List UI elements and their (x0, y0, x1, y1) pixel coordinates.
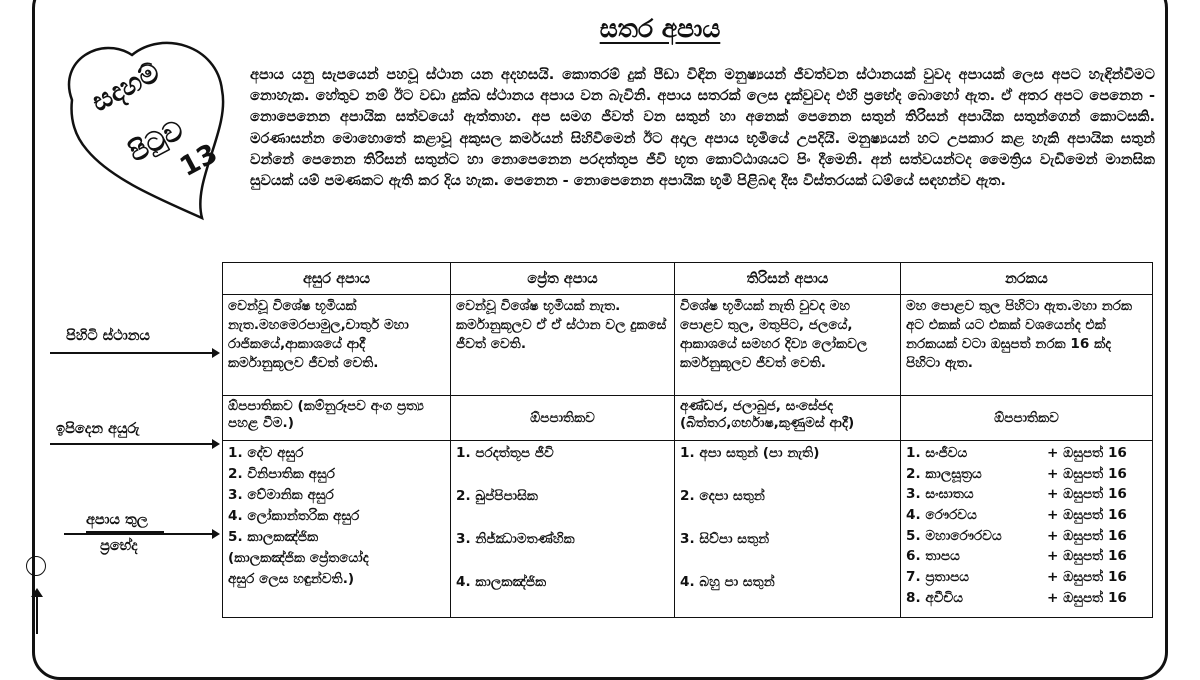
list-item (906, 546, 1147, 567)
side-label-birth: ඉපිදෙන අයුරු (56, 421, 140, 437)
header-hell: නරකය (901, 263, 1153, 295)
cell-location-hell: මහ පොළව තුල පිහිටා ඇත.මහා නරක අට එකක් යට එකක් වශයෙන්ද එක් නරකයක් වටා ඔසුපත් නරක 16 ක්ද පිහිටා ඇත. (901, 295, 1153, 396)
hell-name: 5. මහාරෞරවය (906, 527, 1002, 544)
asura-type-list (228, 443, 445, 590)
hell-extra: + ඔසුපත් 16 (1047, 569, 1127, 586)
list-item: 1. අපා සතුන් (පා නැති) (680, 445, 820, 461)
hell-extra: + ඔසුපත් 16 (1047, 548, 1127, 565)
list-item: 4. කාලකඤ්ජික (456, 574, 547, 590)
hell-name: 1. සංජීවය (906, 445, 968, 461)
list-item (906, 567, 1147, 588)
side-label-types-2: ප්‍රභේද (100, 538, 138, 554)
hell-extra: + ඔසුපත් 16 (1047, 465, 1127, 482)
hell-extra: + ඔසුපත් 16 (1047, 445, 1127, 461)
arrow-right-icon (50, 352, 218, 354)
list-item (906, 443, 1147, 464)
list-item: 2. දෙපා සතුන් (680, 488, 765, 504)
badge-line-1: සදහම් (86, 56, 165, 119)
cell-types-animal (675, 441, 901, 618)
list-item (906, 464, 1147, 485)
cell-location-preta: වෙන්වූ විශේෂ භූමියක් නැත. කර්මානුකූලව ඒ ඒ ස්ථාන වල දුකසේ ජීවත් වෙති. (451, 295, 675, 396)
list-item: 2. ඛුප්පිපාසික (456, 488, 538, 504)
list-item: 5. කාලකඤ්ජික (228, 529, 319, 545)
cell-birth-preta: ඕපපාතිකව (451, 396, 675, 441)
circle-icon (26, 556, 46, 576)
list-item (906, 588, 1147, 609)
cell-types-hell (901, 441, 1153, 618)
hell-name: 8. අවීචිය (906, 589, 964, 606)
list-item: 2. විනිපාතික අසුර (228, 466, 336, 482)
preta-type-list (456, 443, 669, 615)
cell-types-preta (451, 441, 675, 618)
hell-name: 4. රෞරවය (906, 507, 977, 524)
list-item: 3. නිජ්ඣාමතණ්හික (456, 531, 575, 547)
header-asura: අසුර අපාය (223, 263, 451, 295)
arrow-right-icon (50, 443, 218, 445)
list-item: 3. සිව්පා සතුන් (680, 531, 770, 547)
badge-line-2: පිටුව (123, 114, 189, 169)
badge-number: 13 (174, 137, 223, 184)
apaya-table (222, 262, 1153, 618)
cell-birth-asura: ඕපපාතිකව (කම්නුරූපව අංග ප්‍රත්‍ය පහළ වීම.) (223, 396, 451, 441)
hell-extra: + ඔසුපත් 16 (1047, 589, 1127, 606)
list-item: අසුර ලෙස හඳුන්වති.) (228, 571, 355, 587)
list-item (906, 484, 1147, 505)
cell-location-animal: විශේෂ භූමියක් නැති වුවද මහ පොළව තුල, මතුපිට, ජලයේ, ආකාශයේ සමහර දිව්‍ය ලෝකවල කර්මනුකූලව ජීවත් වෙති. (675, 295, 901, 396)
arrow-up-icon (36, 594, 38, 634)
cell-birth-hell: ඕපපාතිකව (901, 396, 1153, 441)
table-row-birth (223, 396, 1153, 441)
header-animal: තිරිසන් අපාය (675, 263, 901, 295)
hell-extra: + ඔසුපත් 16 (1047, 527, 1127, 544)
page-badge (52, 30, 242, 225)
table-header-row (223, 263, 1153, 295)
hell-name: 3. සංඝාතය (906, 486, 974, 503)
hell-name: 6. තාපය (906, 548, 960, 565)
list-item: 3. වේමානික අසුර (228, 487, 334, 503)
cell-birth-animal: අණ්ඩජ, ජලාබුජ, සංසේජද (බිත්තර,ගර්භාෂ,කුණුමස් ආදී) (675, 396, 901, 441)
list-item: (කාලකඤ්ජික ප්‍රේතයෝද (228, 550, 369, 566)
hell-name: 2. කාලසූත්‍රය (906, 465, 982, 482)
table-row-location (223, 295, 1153, 396)
list-item: 4. බහු පා සතුන් (680, 574, 775, 590)
list-item: 1. දේව අසුර (228, 445, 304, 461)
cell-types-asura (223, 441, 451, 618)
side-label-location: පිහිටි ස්ථානය (66, 328, 150, 344)
list-item: 4. ලෝකාන්තරික අසුර (228, 508, 360, 524)
hell-extra: + ඔසුපත් 16 (1047, 507, 1127, 524)
arrow-right-icon (64, 533, 218, 535)
side-label-types-1: අපාය තුල (86, 512, 148, 528)
header-preta: ප්‍රේත අපාය (451, 263, 675, 295)
hell-extra: + ඔසුපත් 16 (1047, 486, 1127, 503)
badge-text (52, 30, 242, 225)
page-title: සතර අපාය (599, 14, 721, 43)
table-row-types (223, 441, 1153, 618)
hell-name: 7. ප්‍රතාපය (906, 569, 970, 586)
list-item: 1. පරදත්තූප ජීවි (456, 445, 554, 461)
cell-location-asura: වෙන්වූ විශේෂ භූමියක් නැත.මහමෙරපාමුල,චාතුර් මහා රාජිකයේ,ආකාශයේ ආදී කර්මානුකූලව ජීවත් වෙති. (223, 295, 451, 396)
list-item (906, 505, 1147, 526)
hell-type-list (906, 443, 1147, 609)
animal-type-list (680, 443, 895, 615)
intro-paragraph: අපාය යනු සැපයෙන් පහවූ ස්ථාන යන අදහසයි. කොතරම් දුක් පීඩා විඳින මනුෂ්‍යයන් ජීවත්වන ස්ථානයක් වුවද අපායක් ලෙස අපට හැඳින්වීමට නොහැක. හේතුව නම් ඊට වඩා දුක්ඛ ස්ථානය අපාය වන බැවිනි. අපාය සතරක් ලෙස දැක්වුවද එහි ප්‍රභේද බොහෝ ඇත. ඒ අතර අපට පෙනෙන - නොපෙනෙන අපායික සත්වයෝ ඇත්තාහ. අප සමග ජීවත් වන සතුන් හා අනෙක් පෙනෙන සතුන් තිරිසන් අපායික සතුන්ගෙන් කොටසකි. මරණාසන්න මොහොතේ කළාවූ අකුසල කර්මයන් සිහිවීමෙන් ඊට අදාල අපාය භූමියේ උපදියි. මනුෂ්‍යයන් හට උපකාර කළ හැකි අපායික සතුන් වන්නේ පෙනෙන තිරිසන් සතුන්ට හා නොපෙනෙන පරදත්තූප ජීවි භූත කොට්ඨාශයට පිං දීමෙනි. අන් සත්වයන්ටද මෛත්‍රිය වැඩීමෙන් මානසික සුවයක් යම් පමණකට ඇති කර දිය හැක. පෙනෙන - නොපෙනෙන අපායික භූමි පිළිබඳ දීඝ විස්තරයක් ධම්යේ සඳහන්ව ඇත. (250, 66, 1155, 190)
list-item (906, 526, 1147, 547)
